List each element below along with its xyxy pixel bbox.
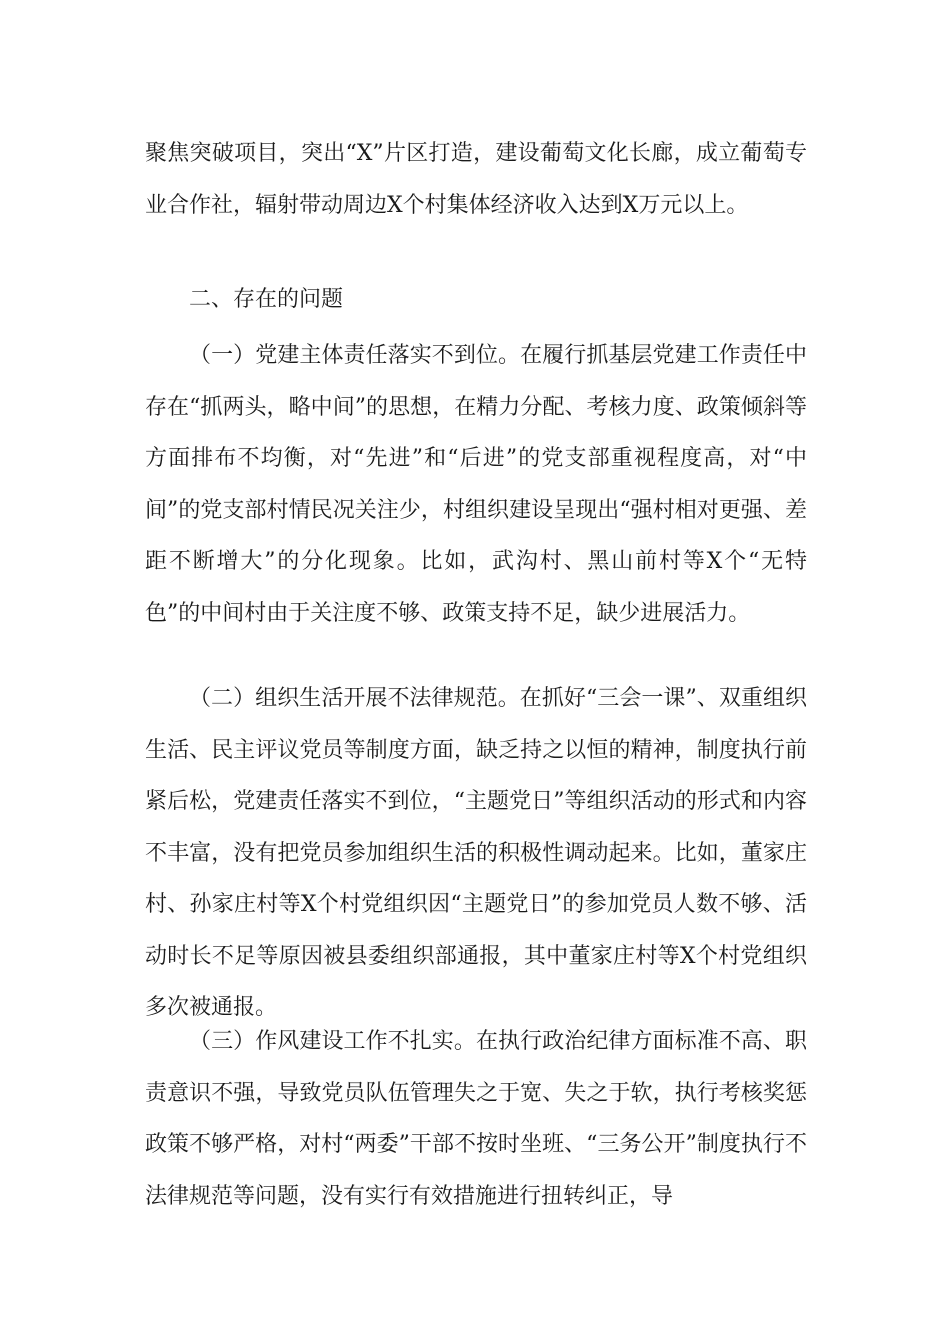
section-heading: 二、存在的问题: [189, 287, 344, 312]
intro-paragraph: 聚焦突破项目，突出“X”片区打造，建设葡萄文化长廊，成立葡萄专业合作社，辐射带动周边X个村集体经济收入达到X万元以上。: [145, 141, 807, 218]
paragraph-work-style: （三）作风建设工作不扎实。在执行政治纪律方面标准不高、职责意识不强，导致党员队伍管理失之于宽、失之于软，执行考核奖惩政策不够严格，对村“两委”干部不按时坐班、“三务公开”制度执行不法律规范等问题，没有实行有效措施进行扭转纠正，导: [145, 1029, 807, 1209]
paragraph-organization-life: （二）组织生活开展不法律规范。在抓好“三会一课”、双重组织生活、民主评议党员等制度方面，缺乏持之以恒的精神，制度执行前紧后松，党建责任落实不到位，“主题党日”等组织活动的形式和内容不丰富，没有把党员参加组织生活的积极性调动起来。比如，董家庄村、孙家庄村等X个村党组织因“主题党日”的参加党员人数不够、活动时长不足等原因被县委组织部通报，其中董家庄村等X个村党组织多次被通报。: [145, 686, 807, 1020]
paragraph-party-building-responsibility: （一）党建主体责任落实不到位。在履行抓基层党建工作责任中存在“抓两头，略中间”的思想，在精力分配、考核力度、政策倾斜等方面排布不均衡，对“先进”和“后进”的党支部重视程度高，对“中间”的党支部村情民况关注少，村组织建设呈现出“强村相对更强、差距不断增大”的分化现象。比如，武沟村、黑山前村等X个“无特色”的中间村由于关注度不够、政策支持不足，缺少进展活力。: [145, 343, 807, 626]
